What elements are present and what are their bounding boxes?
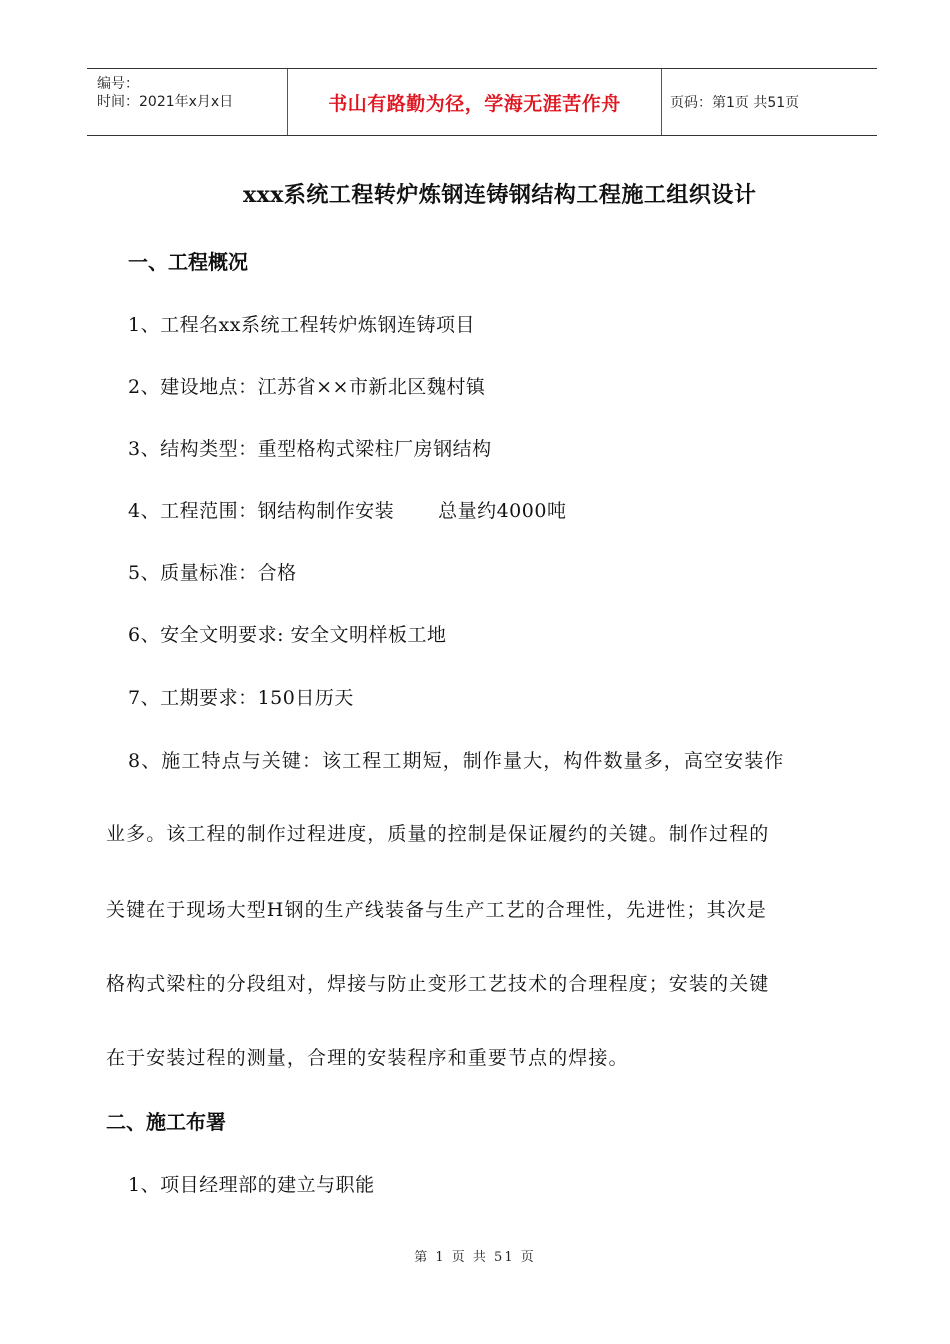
list-item: 2、建设地点：江苏省××市新北区魏村镇 xyxy=(128,376,486,398)
list-item: 1、项目经理部的建立与职能 xyxy=(128,1174,375,1196)
date-label: 时间：2021年x月x日 xyxy=(97,94,234,110)
paragraph-line: 在于安装过程的测量，合理的安装程序和重要节点的焊接。 xyxy=(106,1047,629,1069)
scope-text: 4、工程范围：钢结构制作安装 xyxy=(128,500,395,522)
page-footer: 第 1 页 共 51 页 xyxy=(414,1250,536,1265)
page-header xyxy=(87,68,877,136)
motto-text: 书山有路勤为径，学海无涯苦作舟 xyxy=(328,92,621,115)
serial-label: 编号： xyxy=(97,76,139,92)
paragraph-line: 格构式梁柱的分段组对，焊接与防止变形工艺技术的合理程度；安装的关键 xyxy=(106,973,770,995)
section-heading-overview: 一、工程概况 xyxy=(128,250,248,274)
paragraph-line: 关键在于现场大型H钢的生产线装备与生产工艺的合理性，先进性；其次是 xyxy=(106,899,767,921)
header-page-info: 页码：第1页 共51页 xyxy=(670,95,800,111)
list-item: 1、工程名xx系统工程转炉炼钢连铸项目 xyxy=(128,314,476,336)
document-title: xxx系统工程转炉炼钢连铸钢结构工程施工组织设计 xyxy=(243,182,757,208)
header-page-cell xyxy=(662,69,877,135)
header-motto-cell xyxy=(288,69,662,135)
list-item: 6、安全文明要求: 安全文明样板工地 xyxy=(128,624,447,646)
list-item: 7、工期要求：150日历天 xyxy=(128,687,354,709)
list-item-scope xyxy=(128,496,566,523)
header-meta-cell xyxy=(87,69,288,135)
list-item: 5、质量标准：合格 xyxy=(128,562,297,584)
scope-total: 总量约4000吨 xyxy=(438,500,567,522)
list-item: 3、结构类型：重型格构式梁柱厂房钢结构 xyxy=(128,438,492,460)
section-heading-deployment: 二、施工布署 xyxy=(106,1110,226,1134)
paragraph-line: 8、施工特点与关键：该工程工期短，制作量大，构件数量多，高空安装作 xyxy=(128,750,785,772)
paragraph-line: 业多。该工程的制作过程进度，质量的控制是保证履约的关键。制作过程的 xyxy=(106,823,770,845)
